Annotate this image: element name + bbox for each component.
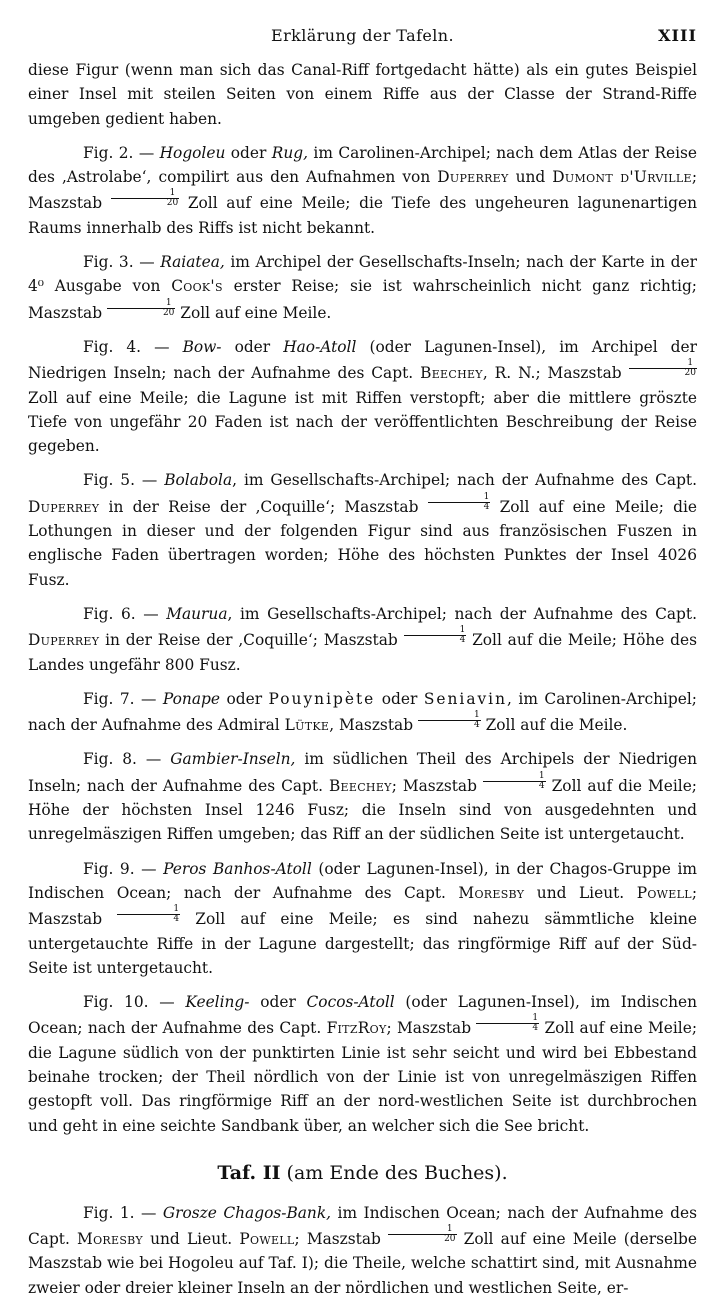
text-run: (oder Lagunen-Insel), im Indischen Ocean; nach der Aufnahme des Capt. [28,993,698,1038]
page-number: XIII [658,26,697,45]
place-name: Gambier-Inseln, [170,750,296,769]
fraction-denominator: 4 [459,635,466,646]
place-name: Bow- [182,337,222,356]
text-run: , R. N.; Maszstab [482,364,629,383]
fraction-denominator: 4 [173,914,180,925]
text-run: in der Reise der ‚Coquille‘; Maszstab [99,497,428,516]
text-run: Fig. 3. — [83,253,161,272]
text-run: Fig. 7. — [83,689,163,708]
paragraph [28,141,697,240]
text-run: und [508,168,553,187]
paragraph [28,250,697,325]
section-label: Taf. II [217,1161,281,1184]
paragraph [28,602,697,677]
fraction-denominator: 4 [473,720,480,731]
place-name: Hogoleu [159,143,226,162]
running-title: Erklärung der Tafeln. [271,26,454,45]
text-run: Fig. 8. — [83,750,171,769]
person-name: FitzRoy [326,1019,387,1038]
person-name: Moresby [77,1230,143,1249]
fraction-denominator: 4 [483,501,490,512]
text-run: Fig. 5. — [83,471,165,490]
text-run: in der Reise der ‚Coquille‘; Maszstab [99,631,404,650]
text-run: oder [221,337,284,356]
text-run: Zoll auf eine Meile; die Lothungen in dieser und der folgenden Figur sind aus französischen Fuszen in englische Faden übertragen worden; Höhe des höchsten Punktes der Insel 4026 Fusz. [28,497,697,589]
text-run: und Lieut. [142,1230,240,1249]
fraction-denominator: 4 [538,780,545,791]
fraction-numerator: 1 [111,189,179,199]
paragraph [28,990,697,1138]
alt-place-name: Pouynipète [268,689,376,708]
person-name: Cook's [171,277,223,296]
person-name: Powell [636,883,692,902]
scale-fraction [111,189,179,208]
paragraph [28,58,697,131]
text-run: Zoll auf eine Meile; die Lagune ist mit Riffen verstopft; aber die mittlere gröszte Tiefe von ungefähr 20 Faden ist nach der veröffentlichten Beschreibung der Reise gegeben. [28,388,697,456]
fraction-denominator: 4 [532,1023,539,1034]
fraction-numerator: 1 [117,905,180,915]
person-name: Powell [239,1230,295,1249]
person-name: Moresby [458,883,525,902]
place-name: Cocos-Atoll [306,993,395,1012]
fraction-numerator: 1 [388,1225,456,1235]
text-run: (oder Lagunen-Insel), im Archipel der Niedrigen Inseln; nach der Aufnahme des Capt. [28,337,697,383]
place-name: Ponape [162,689,220,708]
scale-fraction [117,905,180,924]
text-run: im Carolinen-Archipel; nach dem Atlas der Reise des ‚Astrolabe‘, compilirt aus den Aufnahmen von [28,143,698,187]
text-run: Zoll auf die Meile. [480,716,628,735]
place-name: Peros Banhos-Atoll [163,859,312,878]
scale-fraction [476,1014,539,1033]
paragraph [28,468,697,591]
fraction-denominator: 20 [684,368,696,379]
fraction-denominator: 20 [444,1234,456,1245]
place-name: Rug, [271,143,309,162]
alt-place-name: Seniavin [423,689,508,708]
person-name: Duperrey [28,631,100,650]
text-run: erster Reise; sie ist wahrscheinlich nicht ganz richtig; Maszstab [28,277,697,322]
scale-fraction [418,711,481,730]
place-name: Raiatea, [160,253,225,272]
text-run: ; Maszstab [28,883,698,929]
place-name: Hao-Atoll [283,337,357,356]
place-name: Bolabola [164,471,233,490]
text-run: oder [375,689,424,708]
text-run: Fig. 4. — [83,337,183,356]
fraction-numerator: 1 [404,626,467,636]
fraction-numerator: 1 [483,772,546,782]
section-heading [28,1159,697,1187]
text-run: , im Carolinen-Archipel; nach der Aufnahme des Admiral [28,689,697,735]
place-name: Keeling- [185,993,250,1012]
person-name: Beechey [328,776,392,795]
scale-fraction [629,359,697,378]
scale-fraction [388,1225,456,1244]
running-header [28,0,697,58]
figure-explanations-taf-1 [28,58,697,1138]
text-run: ; Maszstab [391,776,483,795]
text-run: , im Gesellschafts-Archipel; nach der Aufnahme des Capt. [232,471,697,490]
fraction-numerator: 1 [476,1014,539,1024]
person-name: Lütke [284,716,330,735]
section-subtitle: (am Ende des Buches). [280,1161,508,1184]
text-run: Zoll auf eine Meile (derselbe Maszstab wie bei Hogoleu auf Taf. I); die Theile, welche schattirt sind, mit Ausnahme zweier oder dreier kleiner Inseln an der nördlichen und westlichen Seite, er- [28,1230,698,1297]
text-run: , Maszstab [329,716,418,735]
text-run: Zoll auf eine Meile. [175,303,332,322]
text-run: (oder Lagunen-Insel), in der Chagos-Gruppe im Indischen Ocean; nach der Aufnahme des Capt. [28,859,697,902]
scale-fraction [428,493,491,512]
scale-fraction [404,626,467,645]
text-run: Fig. 10. — [83,993,186,1012]
person-name: Beechey [420,364,483,383]
text-run: Zoll auf eine Meile; es sind nahezu sämmtliche kleine untergetauchte Riffe in der Lagune dargestellt; das ringförmige Riff auf der Süd-Seite ist untergetaucht. [28,910,697,977]
text-run: ; Maszstab [28,168,697,213]
text-run: Fig. 1. — [83,1203,163,1222]
fraction-numerator: 1 [107,299,175,309]
fraction-numerator: 1 [629,359,697,369]
scale-fraction [107,299,175,318]
text-run: , im Gesellschafts-Archipel; nach der Aufnahme des Capt. [227,604,697,623]
text-run: oder [249,993,307,1012]
text-run: Zoll auf die Meile; Höhe des Landes ungefähr 800 Fusz. [28,631,698,674]
scale-fraction [483,772,546,791]
person-name: Duperrey [437,168,509,187]
fraction-denominator: 20 [162,307,175,318]
paragraph [28,687,697,738]
text-run: im südlichen Theil des Archipels der Niedrigen Inseln; nach der Aufnahme des Capt. [28,750,697,795]
paragraph [28,747,697,846]
person-name: Duperrey [28,497,100,516]
place-name: Grosze Chagos-Bank, [162,1203,332,1222]
paragraph [28,857,697,980]
text-run: Zoll auf eine Meile; die Lagune südlich von der punktirten Linie ist sehr seicht und wird bei Ebbestand beinahe trocken; der Theil nördlich von der Linie ist von unregelmäszigen Riffen gestopft voll. Das ringförmige Riff an der nord-westlichen Seite ist durchbrochen und geht in eine seichte Sandbank über, an welcher sich die See bricht. [28,1019,698,1135]
fraction-denominator: 20 [166,198,179,209]
figure-explanations-taf-2 [28,1201,697,1300]
text-run: ; Maszstab [294,1230,389,1249]
text-run: im Archipel der Gesellschafts-Inseln; nach der Karte in der 4⁰ Ausgabe von [28,253,697,296]
text-run: ; Maszstab [386,1019,477,1038]
text-run: Fig. 6. — [83,604,167,623]
text-run: diese Figur (wenn man sich das Canal-Riff fortgedacht hätte) als ein gutes Beispiel einer Insel mit steilen Seiten von einem Riffe aus der Classe der Strand-Riffe umgeben gedient haben. [28,61,697,128]
text-run: Zoll auf eine Meile; die Tiefe des ungeheuren lagunenartigen Raums innerhalb des Riffs ist nicht bekannt. [28,194,697,237]
person-name: Dumont d'Urville [552,168,692,187]
paragraph [28,335,697,458]
paragraph [28,1201,697,1300]
fraction-numerator: 1 [418,711,481,721]
text-run: Fig. 2. — [83,143,160,162]
fraction-numerator: 1 [428,493,491,503]
text-run: oder [219,689,269,708]
text-run: oder [225,143,272,162]
place-name: Maurua [166,604,228,623]
text-run: im Indischen Ocean; nach der Aufnahme des Capt. [28,1203,697,1249]
text-run: und Lieut. [524,883,637,902]
text-run: Fig. 9. — [83,859,164,878]
text-run: Zoll auf die Meile; Höhe der höchsten Insel 1246 Fusz; die Inseln sind von ausgedehnten und unregelmäszigen Riffen umgeben; das Riff an der südlichen Seite ist untergetaucht. [28,776,697,844]
body-text [28,58,697,1300]
